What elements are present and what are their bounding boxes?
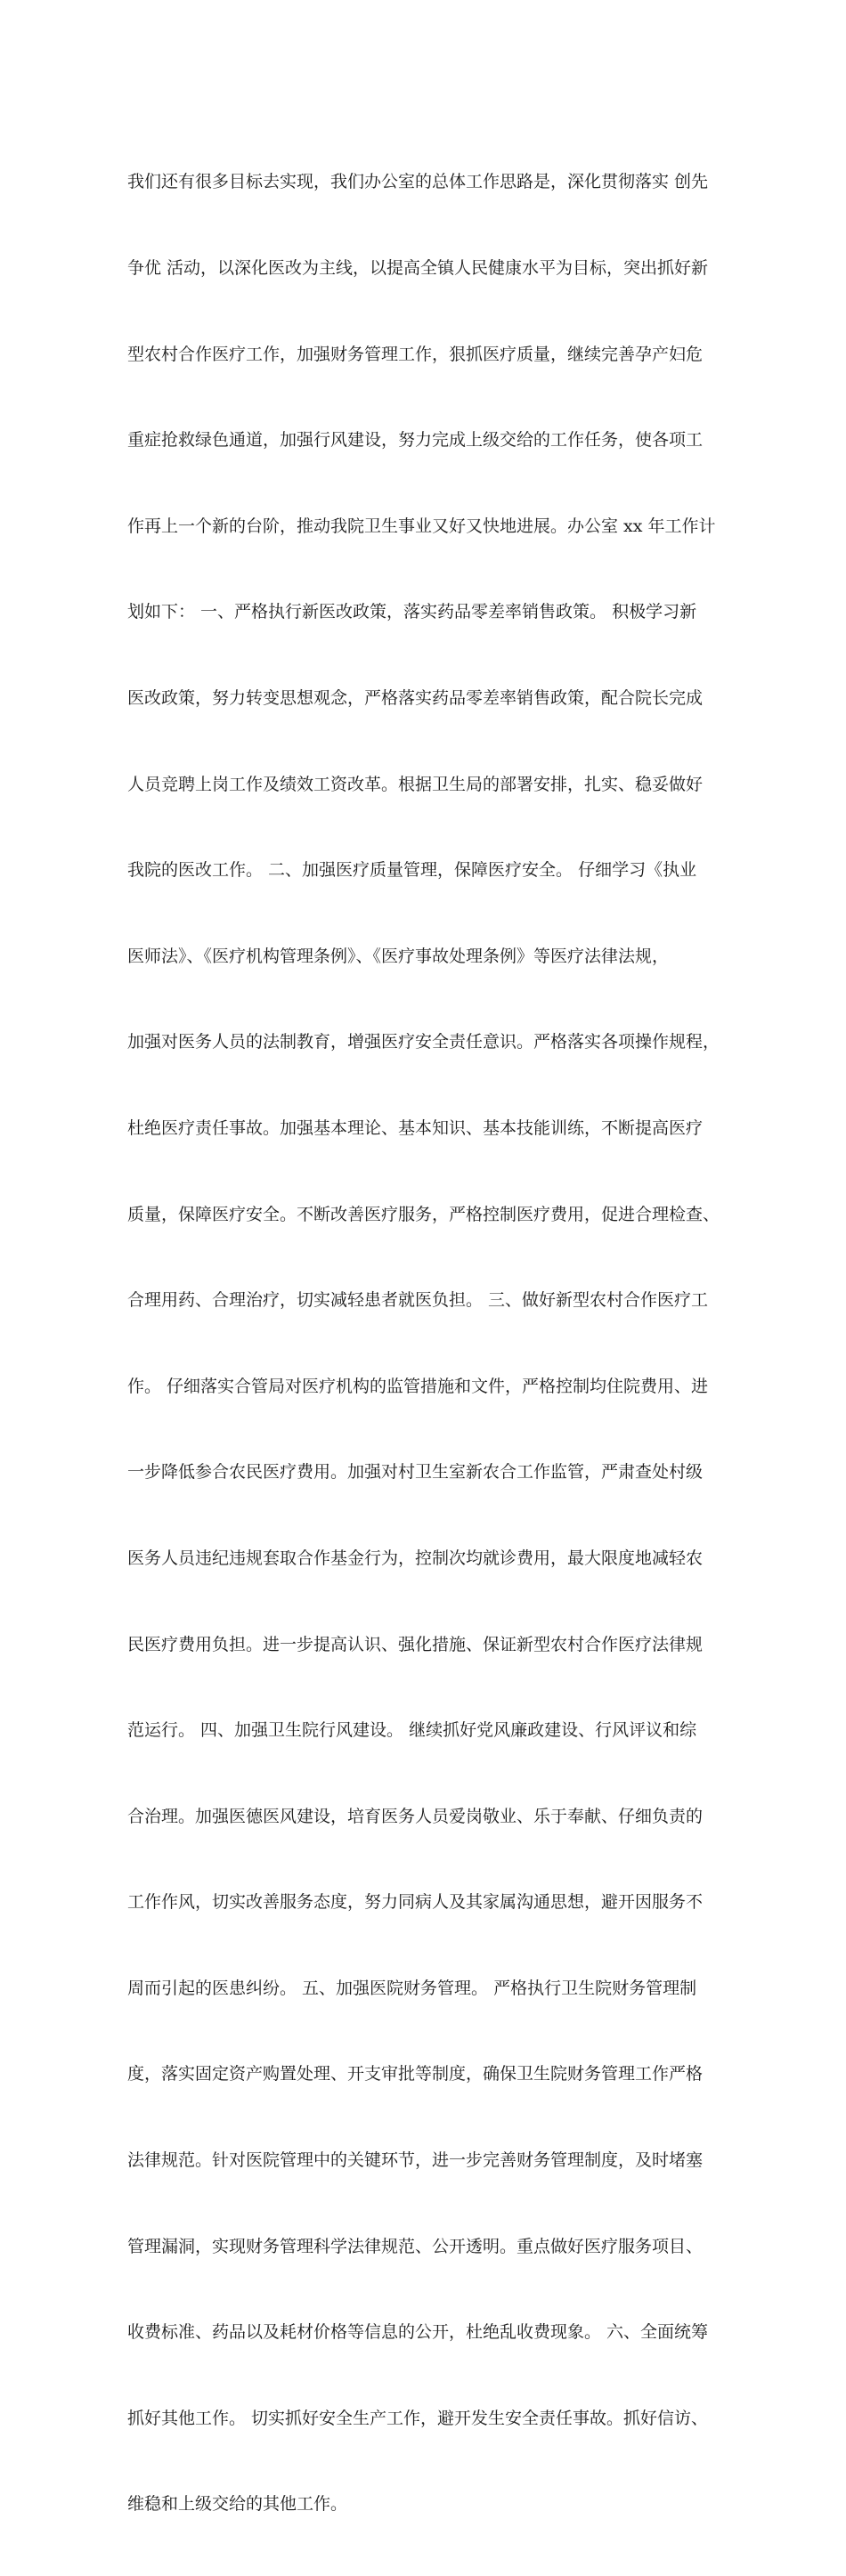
text-line: 作。 仔细落实合管局对医疗机构的监管措施和文件，严格控制均住院费用、进 xyxy=(127,1376,709,1396)
text-line: 抓好其他工作。 切实抓好安全生产工作，避开发生安全责任事故。抓好信访、 xyxy=(127,2408,709,2428)
text-line: 工作作风，切实改善服务态度，努力同病人及其家属沟通思想，避开因服务不 xyxy=(127,1892,704,1913)
text-line: 争优 活动，以深化医改为主线，以提高全镇人民健康水平为目标，突出抓好新 xyxy=(127,258,709,278)
text-line: 质量，保障医疗安全。不断改善医疗服务，严格控制医疗费用，促进合理检查、 xyxy=(127,1204,720,1224)
text-line: 医务人员违纪违规套取合作基金行为，控制次均就诊费用，最大限度地减轻农 xyxy=(127,1548,704,1568)
text-line: 我院的医改工作。 二、加强医疗质量管理，保障医疗安全。 仔细学习《执业 xyxy=(127,860,697,881)
text-line: 民医疗费用负担。进一步提高认识、强化措施、保证新型农村合作医疗法律规 xyxy=(127,1634,704,1654)
text-line: 维稳和上级交给的其他工作。 xyxy=(127,2494,348,2515)
text-line: 我们还有很多目标去实现，我们办公室的总体工作思路是，深化贯彻落实 创先 xyxy=(127,172,709,192)
text-line: 型农村合作医疗工作，加强财务管理工作，狠抓医疗质量，继续完善孕产妇危 xyxy=(127,344,704,364)
text-line: 重症抢救绿色通道，加强行风建设，努力完成上级交给的工作任务，使各项工 xyxy=(127,430,704,451)
text-line: 合理用药、合理治疗，切实减轻患者就医负担。 三、做好新型农村合作医疗工 xyxy=(127,1290,709,1311)
text-line: 管理漏洞，实现财务管理科学法律规范、公开透明。重点做好医疗服务项目、 xyxy=(127,2236,704,2256)
text-line: 法律规范。针对医院管理中的关键环节，进一步完善财务管理制度，及时堵塞 xyxy=(127,2150,704,2171)
text-line: 划如下： 一、严格执行新医改政策，落实药品零差率销售政策。 积极学习新 xyxy=(127,602,697,622)
text-line: 医改政策，努力转变思想观念，严格落实药品零差率销售政策，配合院长完成 xyxy=(127,687,704,708)
text-line: 加强对医务人员的法制教育，增强医疗安全责任意识。严格落实各项操作规程， xyxy=(127,1032,720,1052)
text-line: 一步降低参合农民医疗费用。加强对村卫生室新农合工作监管，严肃查处村级 xyxy=(127,1462,704,1483)
body-paragraph xyxy=(127,110,724,2576)
text-line: 范运行。 四、加强卫生院行风建设。 继续抓好党风廉政建设、行风评议和综 xyxy=(127,1720,697,1741)
text-line: 合治理。加强医德医风建设，培育医务人员爱岗敬业、乐于奉献、仔细负责的 xyxy=(127,1806,704,1826)
text-line: 周而引起的医患纠纷。 五、加强医院财务管理。 严格执行卫生院财务管理制 xyxy=(127,1978,697,1998)
text-line: 医师法》、《医疗机构管理条例》、《医疗事故处理条例》等医疗法律法规， xyxy=(127,946,670,966)
text-line: 人员竞聘上岗工作及绩效工资改革。根据卫生局的部署安排，扎实、稳妥做好 xyxy=(127,774,704,794)
text-line: 度，落实固定资产购置处理、开支审批等制度，确保卫生院财务管理工作严格 xyxy=(127,2064,704,2084)
text-line: 杜绝医疗责任事故。加强基本理论、基本知识、基本技能训练，不断提高医疗 xyxy=(127,1117,704,1138)
text-line: 收费标准、药品以及耗材价格等信息的公开，杜绝乱收费现象。 六、全面统筹 xyxy=(127,2322,709,2343)
text-line: 作再上一个新的台阶，推动我院卫生事业又好又快地进展。办公室 xx 年工作计 xyxy=(127,516,716,536)
